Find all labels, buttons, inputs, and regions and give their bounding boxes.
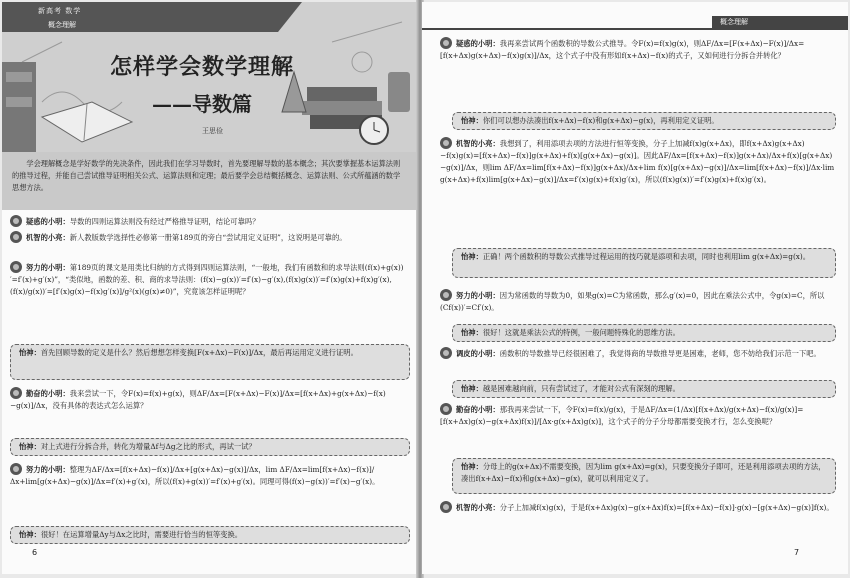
author-name: 王思俭: [202, 127, 223, 135]
student-avatar-icon: [10, 463, 22, 475]
speaker-name: 努力的小明：: [26, 465, 70, 474]
student-avatar-icon: [440, 403, 452, 415]
dialogue-text: 那我再来尝试一下，令F(x)=f(x)/g(x)，于是ΔF/Δx=(1/Δx)[f(x+Δx)/g(x+Δx)−f(x)/g(x)]=[f(x+Δx)g(x)−g(x+Δx)f(x)]/[Δx·g(x+Δx)g(x)]，这个式子的分子分母都需要变换才行，怎么变换呢？: [440, 405, 804, 426]
dialogue-text: 第189页的课文是用类比归纳的方式得到四则运算法则，“一般地，我们有函数和的求导法则(f(x)+g(x))′=f′(x)+g′(x)”，“类似地，函数的差、积、商的求导法则：(f(x)−g(x))′=f′(x)−g′(x),(f(x)g(x))′=f′(x)g(x)+f(x)g′(x),(f(x)/g(x))′=[f′(x)g(x)−f(x)g′(x)]/g²(x)(g(x)≠0)”，究竟该怎样证明呢？: [10, 263, 404, 296]
hint-text: 很好！在运算增量Δy与Δx之比时，需要进行恰当的恒等变换。: [40, 530, 243, 539]
dialogue-text: 新人教版数学选择性必修第一册第189页的旁白“尝试用定义证明”，这说明是可靠的。: [69, 233, 347, 242]
dialogue-item: [10, 464, 410, 488]
student-avatar-icon: [440, 501, 452, 513]
header-rule: [422, 28, 848, 30]
dialogue-item: [10, 216, 410, 228]
hint-text: 分母上的g(x+Δx)不需要变换，因为lim g(x+Δx)=g(x)，只要变换分子即可，还是利用添项去项的方法，凑出f(x+Δx)−f(x)和g(x+Δx)−g(x)，就可以利用定义了。: [461, 462, 826, 483]
article-header-illustration: [2, 2, 418, 154]
dialogue-item: [440, 348, 836, 360]
dialogue-item: [440, 138, 836, 186]
speaker-name: 怡神：: [461, 384, 483, 393]
hint-text: 你们可以想办法凑出f(x+Δx)−f(x)和g(x+Δx)−g(x)，再利用定义证明。: [482, 116, 719, 125]
student-avatar-icon: [440, 347, 452, 359]
column-label: 概念理解: [712, 16, 848, 28]
magazine-name: 新高考 数学: [38, 7, 82, 15]
speaker-name: 怡神：: [461, 252, 483, 261]
dialogue-item: [440, 290, 836, 314]
speaker-name: 怡神：: [461, 328, 483, 337]
speaker-name: 机智的小亮：: [456, 503, 500, 512]
speaker-name: 怡神：: [19, 348, 41, 357]
speaker-name: 努力的小明：: [26, 263, 70, 272]
teacher-hint-box: [452, 248, 836, 278]
speaker-name: 调皮的小明：: [456, 349, 500, 358]
dialogue-text: 我来尝试一下，令F(x)=f(x)+g(x)，则ΔF/Δx=[F(x+Δx)−F(x)]/Δx=[f(x+Δx)+g(x+Δx)−f(x)−g(x)]/Δx，没有具体的表达式怎么运算？: [10, 389, 386, 410]
column-label: 概念理解: [48, 21, 76, 29]
dialogue-item: [440, 502, 836, 514]
page-number: 7: [794, 548, 800, 557]
dialogue-item: [10, 388, 410, 412]
dialogue-item: [440, 404, 836, 428]
dialogue-text: 函数积的导数推导已经很困难了，我觉得商的导数推导更是困难，老师，您不妨给我们示范一下吧。: [499, 349, 821, 358]
page-number: 6: [32, 548, 38, 557]
dialogue-text: 我想到了，利用添项去项的方法进行恒等变换，分子上加减f(x)g(x+Δx)，即f(x+Δx)g(x+Δx)−f(x)g(x)=[f(x+Δx)−f(x)]g(x+Δx)+f(x)[g(x+Δx)−g(x)]。因此ΔF/Δx=[f(x+Δx)−f(x)]g(x+Δx)/Δx+f(x)[g(x+Δx)−g(x)]/Δx，则lim ΔF/Δx=lim[f(x+Δx)−f(x)]g(x+Δx)/Δx+lim f(x)[g(x+Δx)−g(x)]/Δx=lim[f(x+Δx)−f(x)]/Δx·lim g(x+Δx)+f(x)lim[g(x+Δx)−g(x)]/Δx=f′(x)g(x)+f(x)g′(x)，所以(f(x)g(x))′=f′(x)g(x)+f(x)g′(x)。: [440, 139, 835, 184]
dialogue-text: 分子上加减f(x)g(x)，于是f(x+Δx)g(x)−g(x+Δx)f(x)=[f(x+Δx)−f(x)]·g(x)−[g(x+Δx)−g(x)]f(x)。: [499, 503, 834, 512]
student-avatar-icon: [440, 289, 452, 301]
student-avatar-icon: [440, 37, 452, 49]
student-avatar-icon: [440, 137, 452, 149]
hint-text: 对上式进行分拆合并，转化为增量Δf与Δg之比的形式，再试一试？: [40, 442, 256, 451]
teacher-hint-box: [452, 380, 836, 398]
speaker-name: 疑惑的小明：: [456, 39, 500, 48]
speaker-name: 机智的小亮：: [456, 139, 500, 148]
left-page: [2, 2, 418, 574]
intro-paragraph: 学会理解概念是学好数学的先决条件，因此我们在学习导数时，首先要理解导数的基本概念；其次要掌握基本运算法则的推导过程，并能自己尝试推导证明相关公式、运算法则和定理；最后要学会总结概括概念、运算法则、公式所蕴涵的数学思想方法。: [12, 159, 401, 192]
hint-text: 首先回顾导数的定义是什么？然后想想怎样变换[F(x+Δx)−F(x)]/Δx，最后再运用定义进行证明。: [40, 348, 358, 357]
student-avatar-icon: [10, 261, 22, 273]
dialogue-text: 因为常函数的导数为0，如果g(x)=C为常函数，那么g′(x)=0，因此在乘法公式中，令g(x)=C，所以(Cf(x))′=Cf′(x)。: [440, 291, 825, 312]
speaker-name: 怡神：: [461, 462, 483, 471]
speaker-name: 努力的小明：: [456, 291, 500, 300]
teacher-hint-box: [10, 344, 410, 380]
speaker-name: 怡神：: [19, 530, 41, 539]
dialogue-item: [10, 262, 410, 298]
student-avatar-icon: [10, 231, 22, 243]
dialogue-item: [10, 232, 410, 244]
dialogue-text: 整理为ΔF/Δx=[f(x+Δx)−f(x)]/Δx+[g(x+Δx)−g(x)]/Δx，lim ΔF/Δx=lim[f(x+Δx)−f(x)]/Δx+lim[g(x+Δx)−g(x)]/Δx=f′(x)+g′(x)，所以(f(x)+g(x))′=f′(x)+g′(x)。同理可得(f(x)−g(x))′=f′(x)−g′(x)。: [10, 465, 380, 486]
dialogue-text: 我再来尝试两个函数积的导数公式推导。令F(x)=f(x)g(x)，则ΔF/Δx=[F(x+Δx)−F(x)]/Δx=[f(x+Δx)g(x+Δx)−f(x)g(x)]/Δx，这个式子中没有形如f(x+Δx)−f(x)的式子，又如何进行分拆合并转化？: [440, 39, 805, 60]
speaker-name: 机智的小亮：: [26, 233, 70, 242]
hint-text: 正确！两个函数积的导数公式推导过程运用的技巧就是添项和去项，同时也利用lim g(x+Δx)=g(x)。: [482, 252, 811, 261]
article-subtitle: ——导数篇: [152, 92, 252, 116]
speaker-name: 疑惑的小明：: [26, 217, 70, 226]
dialogue-text: 导数的四则运算法则没有经过严格推导证明，结论可靠吗？: [69, 217, 260, 226]
hint-text: 很好！这就是乘法公式的特例，一般问题特殊化的思维方法。: [482, 328, 680, 337]
teacher-hint-box: [452, 324, 836, 342]
student-avatar-icon: [10, 387, 22, 399]
speaker-name: 怡神：: [461, 116, 483, 125]
teacher-hint-box: [10, 526, 410, 544]
teacher-hint-box: [452, 458, 836, 494]
right-page: [422, 2, 848, 574]
dialogue-item: [440, 38, 836, 62]
intro-paragraph-block: [2, 152, 418, 210]
teacher-hint-box: [452, 112, 836, 130]
speaker-name: 勤奋的小明：: [26, 389, 70, 398]
article-title: 怎样学会数学理解: [110, 54, 295, 80]
speaker-name: 怡神：: [19, 442, 41, 451]
hint-text: 越是困难越向前，只有尝试过了，才能对公式有深刻的理解。: [482, 384, 680, 393]
teacher-hint-box: [10, 438, 410, 456]
student-avatar-icon: [10, 215, 22, 227]
speaker-name: 勤奋的小明：: [456, 405, 500, 414]
